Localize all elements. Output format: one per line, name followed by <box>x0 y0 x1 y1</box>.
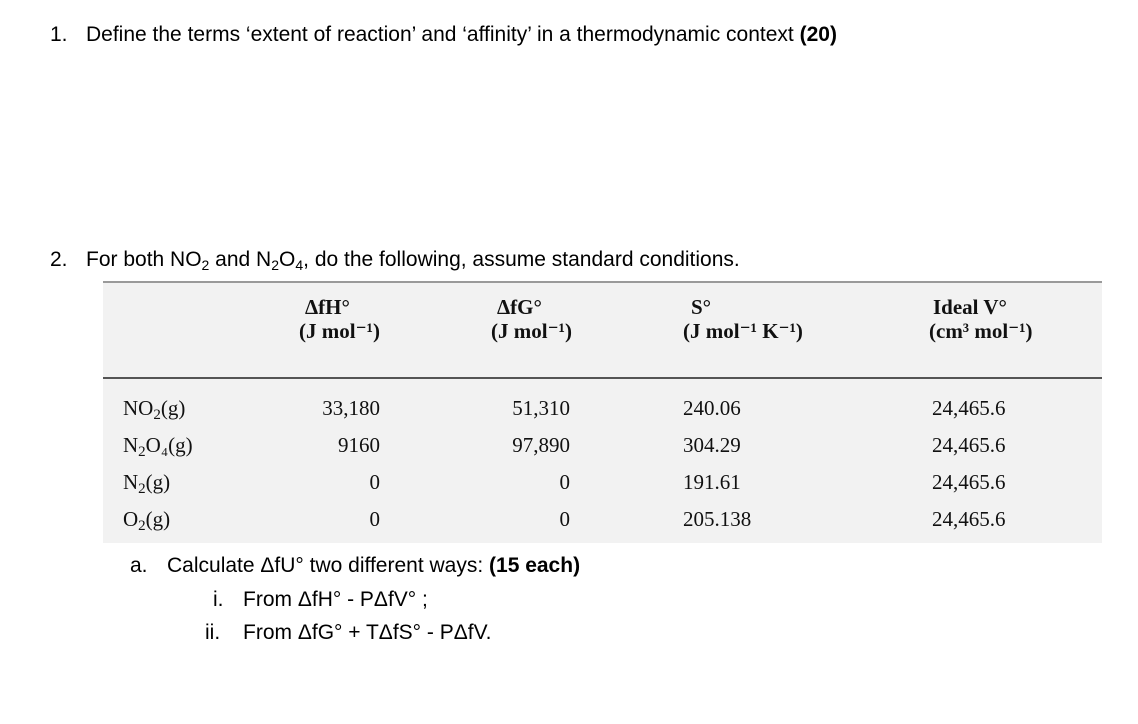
row-2-V: 24,465.6 <box>932 433 1006 457</box>
table-header-rule <box>103 377 1102 379</box>
row-3-V: 24,465.6 <box>932 470 1006 494</box>
header-V-symbol: Ideal V° <box>933 295 1007 319</box>
question-2-text-part2: and N <box>209 248 272 271</box>
row-4-S: 205.138 <box>683 507 752 531</box>
row-2-S: 304.29 <box>683 433 741 457</box>
question-1 <box>50 22 837 48</box>
question-2a-text: Calculate ΔfU° two different ways: <box>167 554 484 577</box>
row-2-species: $N_2O_4(g)$ <box>123 433 193 460</box>
question-2a-i-text: From ΔfH° - PΔfV° ; <box>243 588 428 611</box>
row-1-species: $NO_2(g)$ <box>123 396 186 423</box>
question-2-text-part1: For both NO <box>86 248 202 271</box>
question-2 <box>50 247 740 273</box>
header-dfH-unit: (J mol⁻¹) <box>299 319 380 343</box>
row-1-dfH: 33,180 <box>322 396 380 420</box>
header-S <box>683 295 803 343</box>
row-4-dfG: 0 <box>559 507 570 531</box>
question-2a-i-marker: i. <box>213 588 224 611</box>
header-V-unit: (cm³ mol⁻¹) <box>929 319 1033 343</box>
question-1-points: (20) <box>799 23 837 46</box>
row-3-dfG: 0 <box>559 470 570 494</box>
question-2-sub1: 2 <box>201 257 210 273</box>
row-4-dfH: 0 <box>369 507 380 531</box>
row-1-S: 240.06 <box>683 396 741 420</box>
row-1-V: 24,465.6 <box>932 396 1006 420</box>
row-4-species: $O_2(g)$ <box>123 507 171 534</box>
row-2-dfH: 9160 <box>338 433 380 457</box>
question-2-sub3: 4 <box>295 257 304 273</box>
row-1-dfG: 51,310 <box>512 396 570 420</box>
row-3-S: 191.61 <box>683 470 741 494</box>
header-dfH <box>299 295 380 343</box>
header-S-unit: (J mol⁻¹ K⁻¹) <box>683 319 803 343</box>
row-4-V: 24,465.6 <box>932 507 1006 531</box>
question-2a-points: (15 each) <box>489 554 581 577</box>
question-2-sub2: 2 <box>271 257 280 273</box>
header-S-symbol: S° <box>691 295 712 319</box>
question-2-text-part4: , do the following, assume standard conditions. <box>303 248 740 271</box>
header-dfG-unit: (J mol⁻¹) <box>491 319 572 343</box>
question-2a-ii-text: From ΔfG° + TΔfS° - PΔfV. <box>243 621 492 644</box>
row-3-dfH: 0 <box>369 470 380 494</box>
question-2a-i <box>213 587 428 613</box>
header-V <box>929 295 1033 343</box>
question-2a-ii-marker: ii. <box>205 621 221 644</box>
question-1-text: Define the terms ‘extent of reaction’ and ‘affinity’ in a thermodynamic context <box>86 23 794 46</box>
row-3-species: $N_2(g)$ <box>123 470 171 497</box>
question-2-number: 2. <box>50 248 68 271</box>
thermo-data-table <box>103 281 1102 543</box>
question-2a-marker: a. <box>130 554 148 577</box>
question-2a <box>130 553 580 579</box>
header-dfG-symbol: ΔfG° <box>497 295 542 319</box>
question-1-number: 1. <box>50 23 68 46</box>
question-2-text-part3: O <box>279 248 296 271</box>
row-2-dfG: 97,890 <box>512 433 570 457</box>
header-dfG <box>491 295 572 343</box>
question-2a-ii <box>205 620 492 646</box>
header-dfH-symbol: ΔfH° <box>305 295 350 319</box>
